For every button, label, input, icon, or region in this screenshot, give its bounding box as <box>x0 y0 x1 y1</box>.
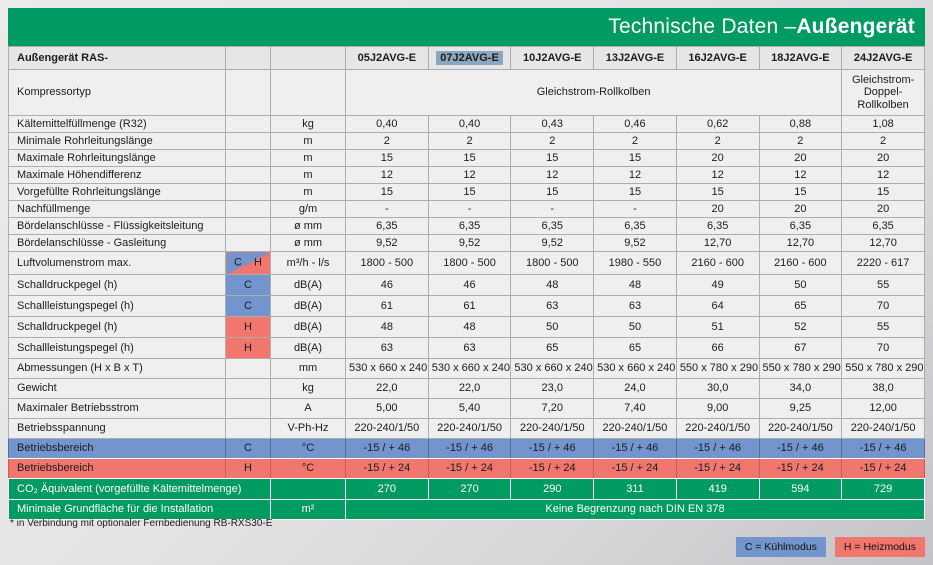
value-cell: 6,35 <box>842 218 925 235</box>
value-cell: 15 <box>759 184 842 201</box>
value-cell: 20 <box>759 150 842 167</box>
value-cell: 15 <box>676 184 759 201</box>
unit-cell: A <box>271 399 346 419</box>
value-cell: 48 <box>346 317 429 338</box>
full-span-value: Keine Begrenzung nach DIN EN 378 <box>346 500 925 520</box>
value-cell: 6,35 <box>594 218 677 235</box>
value-cell: 20 <box>759 201 842 218</box>
mode-cell <box>226 201 271 218</box>
row-label: Schallleistungspegel (h) <box>9 338 226 359</box>
row-label: Vorgefüllte Rohrleitungslänge <box>9 184 226 201</box>
value-cell: 0,40 <box>428 116 511 133</box>
table-row <box>9 338 925 359</box>
value-cell: 12,70 <box>842 235 925 252</box>
value-cell: 50 <box>594 317 677 338</box>
value-cell: 15 <box>511 184 594 201</box>
value-cell: 550 x 780 x 290 <box>759 359 842 379</box>
table-row <box>9 399 925 419</box>
row-label: Maximaler Betriebsstrom <box>9 399 226 419</box>
page-title-prefix: Technische Daten – <box>608 15 797 38</box>
value-cell: 1800 - 500 <box>346 252 429 275</box>
value-cell: 530 x 660 x 240 <box>511 359 594 379</box>
footnote: * in Verbindung mit optionaler Fernbedienung RB-RXS30-E <box>10 518 273 529</box>
model-header-highlight: 07J2AVG-E <box>436 51 503 65</box>
mode-cell: C <box>226 296 271 317</box>
value-cell: 1,08 <box>842 116 925 133</box>
value-cell: 50 <box>759 275 842 296</box>
row-label: Schalldruckpegel (h) <box>9 275 226 296</box>
value-cell: 5,40 <box>428 399 511 419</box>
row-label: Nachfüllmenge <box>9 201 226 218</box>
value-cell: 61 <box>346 296 429 317</box>
table-row <box>9 201 925 218</box>
unit-cell: m³/h - l/s <box>271 252 346 275</box>
model-header: 16J2AVG-E <box>676 47 759 70</box>
value-cell: 220-240/1/50 <box>842 419 925 439</box>
value-cell: 7,20 <box>511 399 594 419</box>
value-cell: 66 <box>676 338 759 359</box>
value-cell: 419 <box>676 479 759 500</box>
row-label: Betriebsspannung <box>9 419 226 439</box>
value-cell: -15 / + 46 <box>511 439 594 459</box>
value-cell: -15 / + 24 <box>759 459 842 479</box>
unit-cell: g/m <box>271 201 346 218</box>
mode-cell: C <box>226 275 271 296</box>
value-cell: 63 <box>594 296 677 317</box>
value-cell: 2 <box>511 133 594 150</box>
mode-column-header <box>226 47 271 70</box>
value-cell: 15 <box>594 150 677 167</box>
table-row <box>9 296 925 317</box>
row-label: Bördelanschlüsse - Flüssigkeitsleitung <box>9 218 226 235</box>
compressor-type-span: Gleichstrom-Rollkolben <box>346 70 842 116</box>
unit-cell: kg <box>271 379 346 399</box>
mode-cell <box>226 218 271 235</box>
spec-table-body <box>9 47 925 520</box>
row-label: Schallleistungspegel (h) <box>9 296 226 317</box>
row-label: Maximale Rohrleitungslänge <box>9 150 226 167</box>
table-row <box>9 419 925 439</box>
value-cell: 6,35 <box>676 218 759 235</box>
value-cell: 220-240/1/50 <box>676 419 759 439</box>
value-cell: 48 <box>428 317 511 338</box>
unit-cell: m <box>271 167 346 184</box>
value-cell: 9,52 <box>594 235 677 252</box>
value-cell: 12 <box>759 167 842 184</box>
value-cell: 67 <box>759 338 842 359</box>
value-cell: -15 / + 46 <box>428 439 511 459</box>
table-row <box>9 70 925 116</box>
value-cell: 2 <box>594 133 677 150</box>
legend-cool-chip: C = Kühlmodus <box>736 537 826 557</box>
value-cell: 2 <box>759 133 842 150</box>
value-cell: -15 / + 24 <box>511 459 594 479</box>
model-header: 18J2AVG-E <box>759 47 842 70</box>
value-cell: 1800 - 500 <box>428 252 511 275</box>
mode-cell <box>226 235 271 252</box>
value-cell: 12 <box>842 167 925 184</box>
value-cell: 15 <box>428 184 511 201</box>
unit-cell: °C <box>271 439 346 459</box>
table-row <box>9 359 925 379</box>
value-cell: -15 / + 24 <box>594 459 677 479</box>
value-cell: 2160 - 600 <box>676 252 759 275</box>
value-cell: 6,35 <box>759 218 842 235</box>
value-cell: 12 <box>594 167 677 184</box>
value-cell: 24,0 <box>594 379 677 399</box>
value-cell: 65 <box>511 338 594 359</box>
value-cell: 220-240/1/50 <box>428 419 511 439</box>
value-cell: 15 <box>594 184 677 201</box>
value-cell: 12 <box>428 167 511 184</box>
value-cell: 9,00 <box>676 399 759 419</box>
value-cell: 49 <box>676 275 759 296</box>
value-cell: 46 <box>346 275 429 296</box>
table-row <box>9 167 925 184</box>
value-cell: 530 x 660 x 240 <box>594 359 677 379</box>
row-label: CO₂ Äquivalent (vorgefüllte Kältemittelmenge) <box>9 479 271 500</box>
value-cell: -15 / + 24 <box>346 459 429 479</box>
value-cell: 220-240/1/50 <box>511 419 594 439</box>
unit-cell <box>271 70 346 116</box>
value-cell: 311 <box>594 479 677 500</box>
mode-cell <box>226 167 271 184</box>
value-cell: 12,70 <box>759 235 842 252</box>
value-cell: 20 <box>676 201 759 218</box>
model-header: 10J2AVG-E <box>511 47 594 70</box>
value-cell: 12 <box>511 167 594 184</box>
value-cell: 2220 - 617 <box>842 252 925 275</box>
row-label: Kältemittelfüllmenge (R32) <box>9 116 226 133</box>
mode-cell: H <box>226 459 271 479</box>
value-cell: 9,52 <box>428 235 511 252</box>
mode-cell <box>226 419 271 439</box>
value-cell: -15 / + 46 <box>842 439 925 459</box>
table-row <box>9 252 925 275</box>
table-row <box>9 459 925 479</box>
value-cell: -15 / + 24 <box>842 459 925 479</box>
title-bar <box>8 8 925 46</box>
value-cell: 9,52 <box>346 235 429 252</box>
model-header: 13J2AVG-E <box>594 47 677 70</box>
unit-cell: m² <box>271 500 346 520</box>
table-row <box>9 133 925 150</box>
mode-cell <box>226 379 271 399</box>
mode-cell <box>226 116 271 133</box>
value-cell: 48 <box>511 275 594 296</box>
value-cell: 0,88 <box>759 116 842 133</box>
table-row <box>9 184 925 201</box>
value-cell: - <box>346 201 429 218</box>
value-cell: 0,40 <box>346 116 429 133</box>
value-cell: 530 x 660 x 240 <box>428 359 511 379</box>
value-cell: 270 <box>428 479 511 500</box>
value-cell: 594 <box>759 479 842 500</box>
unit-cell: dB(A) <box>271 275 346 296</box>
heat-mode-letter: H <box>254 256 262 269</box>
value-cell: 0,43 <box>511 116 594 133</box>
mode-cell: H <box>226 338 271 359</box>
mode-cell <box>226 70 271 116</box>
mode-cell <box>226 150 271 167</box>
value-cell: 729 <box>842 479 925 500</box>
unit-cell: m <box>271 184 346 201</box>
mode-cell: H <box>226 317 271 338</box>
unit-cell: °C <box>271 459 346 479</box>
value-cell: 9,52 <box>511 235 594 252</box>
value-cell: 23,0 <box>511 379 594 399</box>
value-cell: 7,40 <box>594 399 677 419</box>
value-cell: 65 <box>594 338 677 359</box>
row-label: Kompressortyp <box>9 70 226 116</box>
mode-cell: C <box>226 439 271 459</box>
value-cell: 270 <box>346 479 429 500</box>
value-cell: 2160 - 600 <box>759 252 842 275</box>
value-cell: -15 / + 46 <box>676 439 759 459</box>
value-cell: 22,0 <box>428 379 511 399</box>
value-cell: - <box>511 201 594 218</box>
value-cell: 12 <box>346 167 429 184</box>
unit-cell: dB(A) <box>271 317 346 338</box>
value-cell: -15 / + 46 <box>594 439 677 459</box>
value-cell: 65 <box>759 296 842 317</box>
value-cell: 34,0 <box>759 379 842 399</box>
value-cell: 6,35 <box>511 218 594 235</box>
model-header <box>428 47 511 70</box>
row-label: Betriebsbereich <box>9 439 226 459</box>
value-cell: 63 <box>511 296 594 317</box>
value-cell: 1800 - 500 <box>511 252 594 275</box>
page-title-bold: Außengerät <box>796 15 915 38</box>
mode-legend <box>736 537 925 557</box>
mode-cell-cool-heat <box>226 252 271 275</box>
value-cell: 1980 - 550 <box>594 252 677 275</box>
compressor-type-last: Gleichstrom-Doppel-Rollkolben <box>842 70 925 116</box>
value-cell: 12,70 <box>676 235 759 252</box>
value-cell: 9,25 <box>759 399 842 419</box>
value-cell: 70 <box>842 338 925 359</box>
value-cell: -15 / + 24 <box>676 459 759 479</box>
value-cell: 220-240/1/50 <box>759 419 842 439</box>
unit-cell: dB(A) <box>271 338 346 359</box>
mode-cell <box>226 133 271 150</box>
row-label: Abmessungen (H x B x T) <box>9 359 226 379</box>
row-label: Minimale Rohrleitungslänge <box>9 133 226 150</box>
unit-cell: m <box>271 150 346 167</box>
value-cell: 12,00 <box>842 399 925 419</box>
legend-heat-chip: H = Heizmodus <box>835 537 925 557</box>
unit-cell: mm <box>271 359 346 379</box>
value-cell: 2 <box>428 133 511 150</box>
row-label: Luftvolumenstrom max. <box>9 252 226 275</box>
value-cell: 6,35 <box>346 218 429 235</box>
unit-cell <box>271 479 346 500</box>
unit-cell: kg <box>271 116 346 133</box>
value-cell: 61 <box>428 296 511 317</box>
value-cell: 20 <box>842 201 925 218</box>
row-label: Maximale Höhendifferenz <box>9 167 226 184</box>
unit-column-header <box>271 47 346 70</box>
value-cell: 20 <box>842 150 925 167</box>
value-cell: 55 <box>842 275 925 296</box>
value-cell: 290 <box>511 479 594 500</box>
table-row <box>9 500 925 520</box>
model-header: 05J2AVG-E <box>346 47 429 70</box>
value-cell: 15 <box>346 150 429 167</box>
value-cell: 48 <box>594 275 677 296</box>
table-row <box>9 379 925 399</box>
value-cell: 2 <box>346 133 429 150</box>
value-cell: 2 <box>676 133 759 150</box>
value-cell: 0,62 <box>676 116 759 133</box>
value-cell: 22,0 <box>346 379 429 399</box>
value-cell: 38,0 <box>842 379 925 399</box>
table-row <box>9 150 925 167</box>
model-header: 24J2AVG-E <box>842 47 925 70</box>
row-label: Bördelanschlüsse - Gasleitung <box>9 235 226 252</box>
value-cell: 63 <box>346 338 429 359</box>
table-row <box>9 235 925 252</box>
value-cell: 15 <box>346 184 429 201</box>
value-cell: 550 x 780 x 290 <box>842 359 925 379</box>
value-cell: - <box>428 201 511 218</box>
value-cell: 530 x 660 x 240 <box>346 359 429 379</box>
value-cell: 20 <box>676 150 759 167</box>
table-row <box>9 317 925 338</box>
value-cell: 2 <box>842 133 925 150</box>
unit-cell: dB(A) <box>271 296 346 317</box>
value-cell: 220-240/1/50 <box>346 419 429 439</box>
value-cell: 63 <box>428 338 511 359</box>
value-cell: -15 / + 46 <box>346 439 429 459</box>
value-cell: -15 / + 46 <box>759 439 842 459</box>
spec-table <box>8 46 925 520</box>
value-cell: -15 / + 24 <box>428 459 511 479</box>
value-cell: 52 <box>759 317 842 338</box>
value-cell: 550 x 780 x 290 <box>676 359 759 379</box>
mode-cell <box>226 184 271 201</box>
table-row <box>9 439 925 459</box>
value-cell: 15 <box>428 150 511 167</box>
value-cell: 12 <box>676 167 759 184</box>
row-label: Schalldruckpegel (h) <box>9 317 226 338</box>
value-cell: - <box>594 201 677 218</box>
table-row <box>9 479 925 500</box>
value-cell: 50 <box>511 317 594 338</box>
value-cell: 6,35 <box>428 218 511 235</box>
value-cell: 220-240/1/50 <box>594 419 677 439</box>
table-row <box>9 116 925 133</box>
mode-cell <box>226 399 271 419</box>
unit-cell: ø mm <box>271 235 346 252</box>
value-cell: 70 <box>842 296 925 317</box>
value-cell: 5,00 <box>346 399 429 419</box>
value-cell: 0,46 <box>594 116 677 133</box>
value-cell: 64 <box>676 296 759 317</box>
unit-cell: ø mm <box>271 218 346 235</box>
value-cell: 30,0 <box>676 379 759 399</box>
table-header-label: Außengerät RAS- <box>9 47 226 70</box>
row-label: Gewicht <box>9 379 226 399</box>
table-header-row <box>9 47 925 70</box>
value-cell: 55 <box>842 317 925 338</box>
table-row <box>9 275 925 296</box>
row-label: Betriebsbereich <box>9 459 226 479</box>
cool-mode-letter: C <box>234 256 242 269</box>
mode-cell <box>226 359 271 379</box>
table-row <box>9 218 925 235</box>
row-label: Minimale Grundfläche für die Installation <box>9 500 271 520</box>
unit-cell: V-Ph-Hz <box>271 419 346 439</box>
unit-cell: m <box>271 133 346 150</box>
value-cell: 46 <box>428 275 511 296</box>
value-cell: 15 <box>511 150 594 167</box>
value-cell: 51 <box>676 317 759 338</box>
value-cell: 15 <box>842 184 925 201</box>
